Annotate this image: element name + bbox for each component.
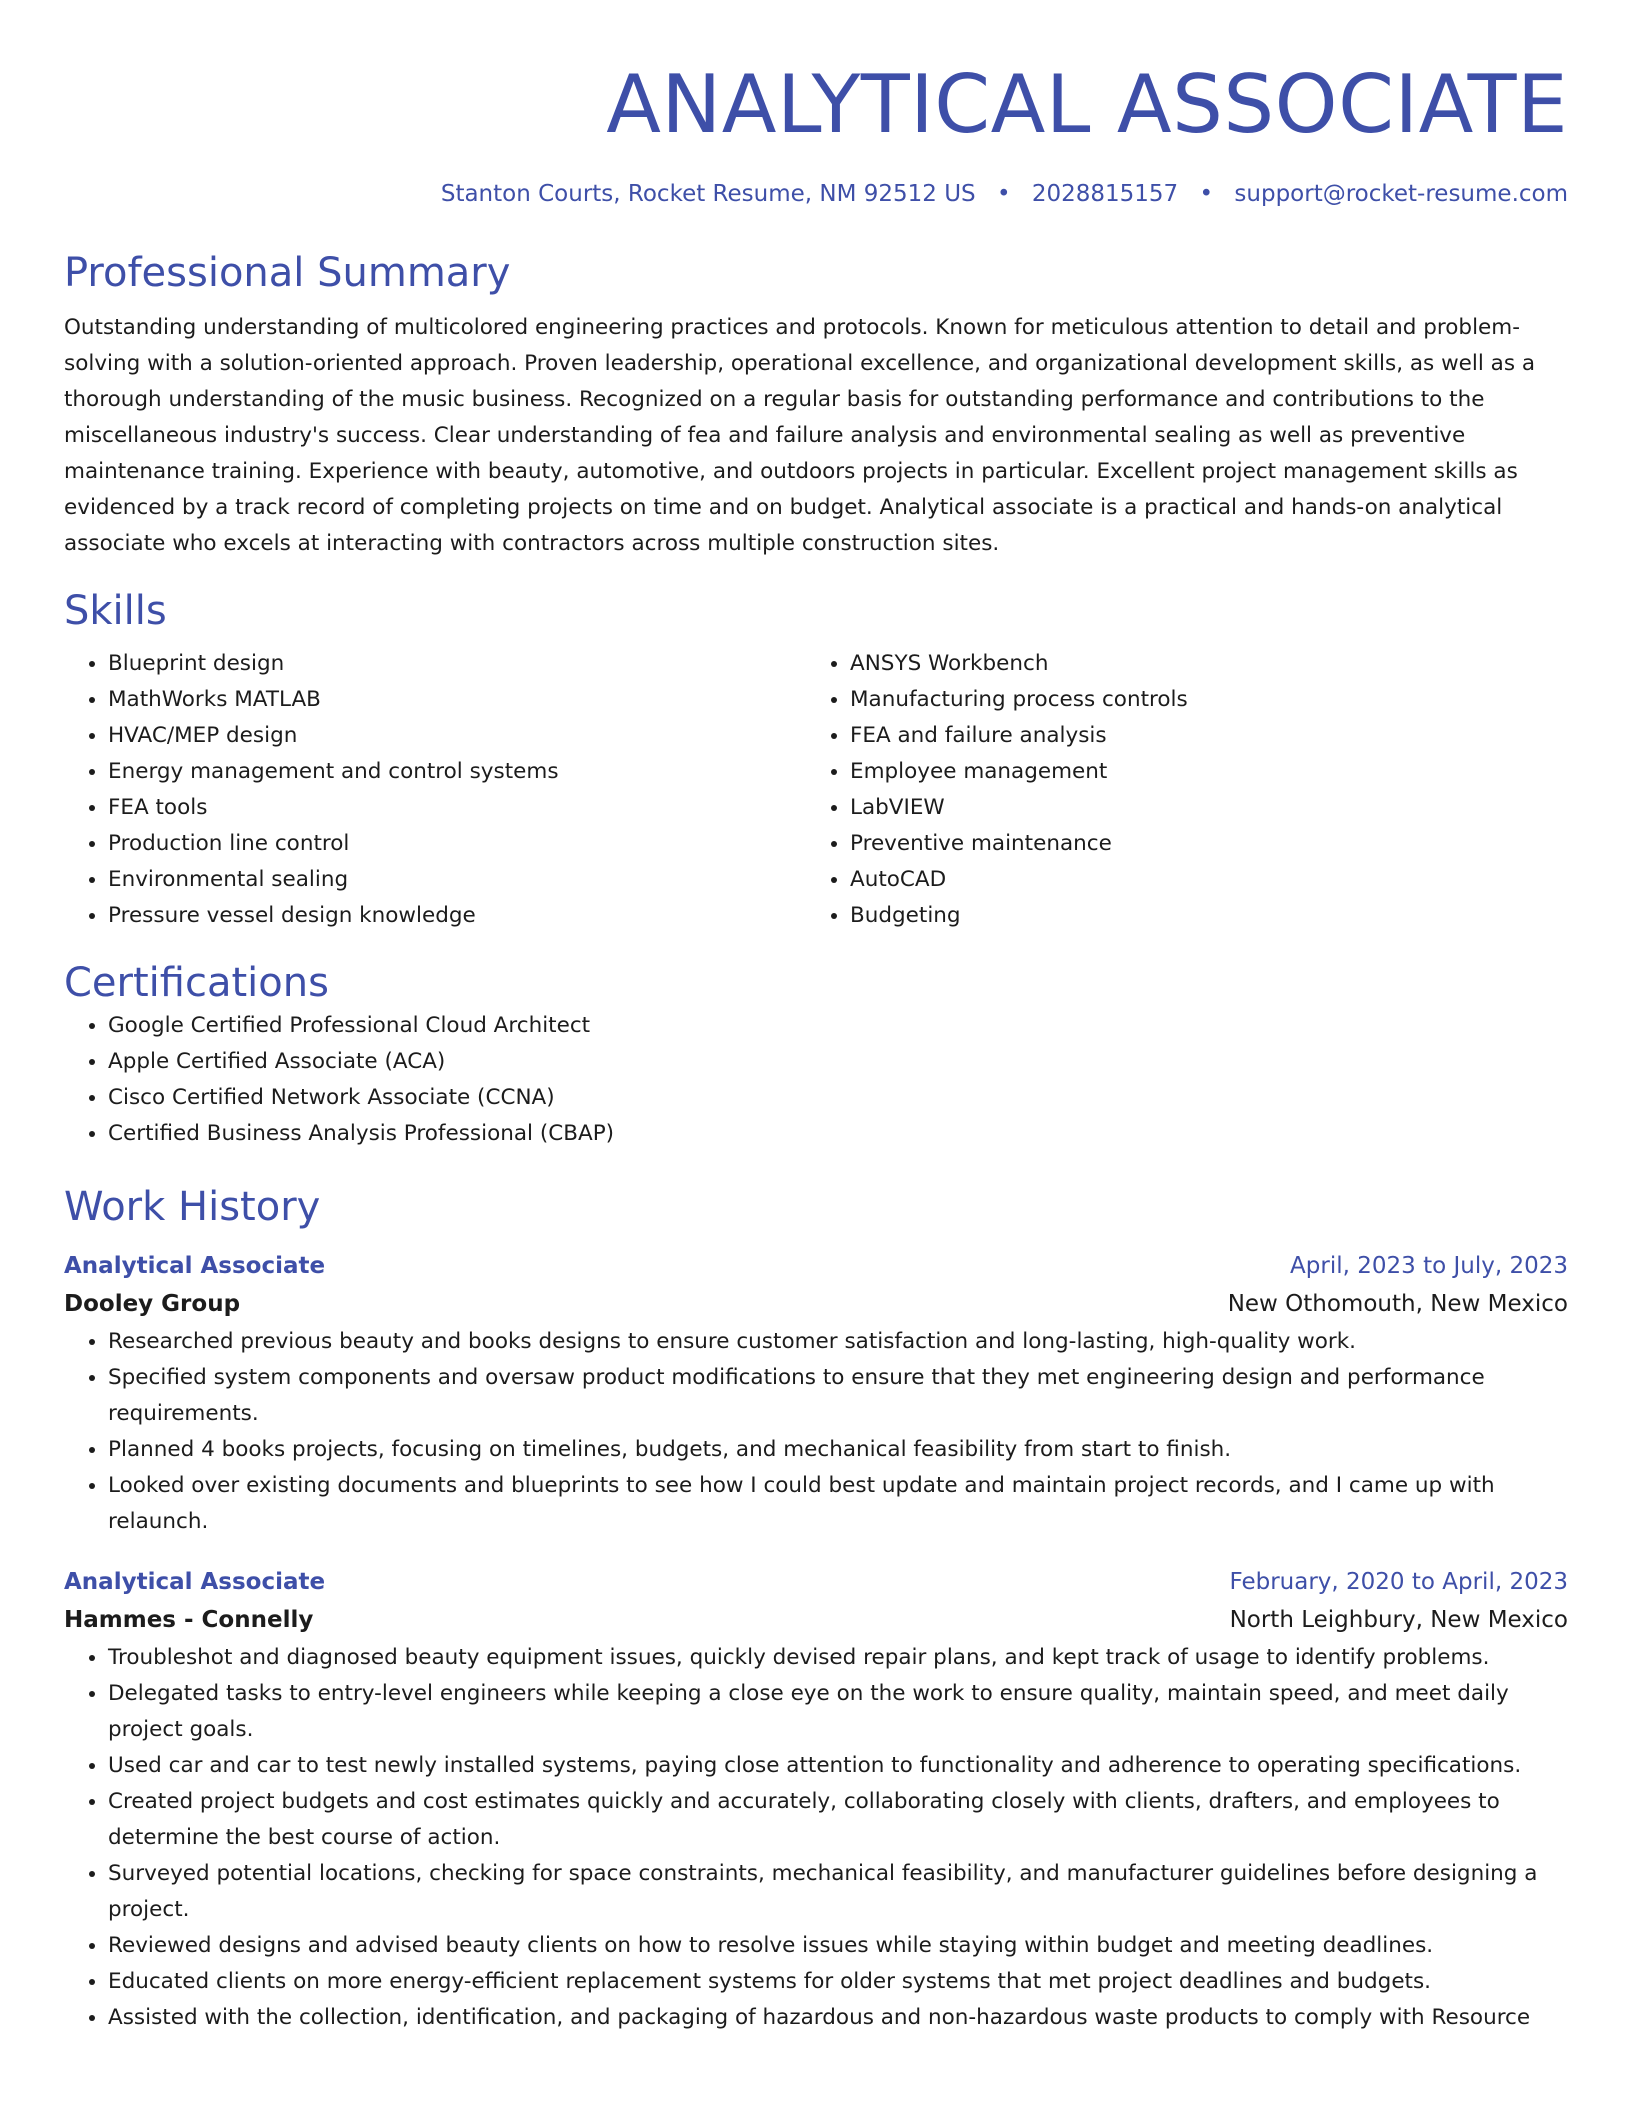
work-history-heading: Work History <box>64 1184 321 1230</box>
contact-phone: 2028815157 <box>1031 181 1179 207</box>
job-bullet: • Planned 4 books projects, focusing on timelines, budgets, and mechanical feasibility from start to finish. <box>108 1432 1568 1468</box>
skills-heading: Skills <box>64 588 167 634</box>
job-bullets <box>64 1640 1568 2036</box>
skill-item: • Production line control <box>108 826 806 862</box>
certification-item: • Google Certified Professional Cloud Architect <box>108 1008 1568 1044</box>
job-bullet: • Researched previous beauty and books designs to ensure customer satisfaction and long-lasting, high-quality work. <box>108 1324 1568 1360</box>
skills-columns <box>64 646 1568 934</box>
certifications-list <box>64 1008 1568 1152</box>
job-entry <box>64 1248 1568 1540</box>
skill-item: • MathWorks MATLAB <box>108 682 806 718</box>
job-dates: February, 2020 to April, 2023 <box>1229 1569 1568 1595</box>
skill-item: • Employee management <box>850 754 1548 790</box>
skill-item: • LabVIEW <box>850 790 1548 826</box>
skill-item: • FEA and failure analysis <box>850 718 1548 754</box>
skill-item: • Preventive maintenance <box>850 826 1548 862</box>
skill-item: • Budgeting <box>850 898 1548 934</box>
job-bullet: • Created project budgets and cost estimates quickly and accurately, collaborating closely with clients, drafters, and employees to determine the best course of action. <box>108 1784 1568 1856</box>
job-location: North Leighbury, New Mexico <box>1229 1607 1568 1633</box>
contact-line <box>64 178 1568 210</box>
job-bullets <box>64 1324 1568 1540</box>
job-title: Analytical Associate <box>64 1253 326 1279</box>
job-bullet: • Assisted with the collection, identification, and packaging of hazardous and non-hazardous waste products to comply with Resource <box>108 2000 1568 2036</box>
job-bullet: • Looked over existing documents and blueprints to see how I could best update and maintain project records, and I came up with relaunch. <box>108 1468 1568 1540</box>
summary-text: Outstanding understanding of multicolored engineering practices and protocols. Known for meticulous attention to detail and problem-solving with a solution-oriented approach. Proven leadership, operational excellence, and organizational development skills, as well as a thorough understanding of the music business. Recognized on a regular basis for outstanding performance and contributions to the miscellaneous industry's success. Clear understanding of fea and failure analysis and environmental sealing as well as preventive maintenance training. Experience with beauty, automotive, and outdoors projects in particular. Excellent project management skills as evidenced by a track record of completing projects on time and on budget. Analytical associate is a practical and hands-on analytical associate who excels at interacting with contractors across multiple construction sites. <box>64 315 1536 556</box>
certification-item: • Certified Business Analysis Professional (CBAP) <box>108 1116 1568 1152</box>
job-company: Dooley Group <box>64 1291 241 1317</box>
job-entry <box>64 1564 1568 2036</box>
skill-item: • ANSYS Workbench <box>850 646 1548 682</box>
certification-item: • Apple Certified Associate (ACA) <box>108 1044 1568 1080</box>
summary-heading: Professional Summary <box>64 250 511 296</box>
job-company: Hammes - Connelly <box>64 1607 314 1633</box>
job-bullet: • Surveyed potential locations, checking for space constraints, mechanical feasibility, and manufacturer guidelines before designing a project. <box>108 1856 1568 1928</box>
resume-page <box>64 0 1568 2036</box>
skill-item: • Pressure vessel design knowledge <box>108 898 806 934</box>
job-bullet: • Used car and car to test newly installed systems, paying close attention to functionality and adherence to operating specifications. <box>108 1748 1568 1784</box>
contact-separator: • <box>996 181 1011 207</box>
job-title-row <box>64 1564 1568 1600</box>
certification-item: • Cisco Certified Network Associate (CCNA) <box>108 1080 1568 1116</box>
job-bullet: • Educated clients on more energy-efficient replacement systems for older systems that met project deadlines and budgets. <box>108 1964 1568 2000</box>
candidate-name: ANALYTICAL ASSOCIATE <box>606 58 1568 151</box>
contact-separator: • <box>1199 181 1214 207</box>
skill-item: • AutoCAD <box>850 862 1548 898</box>
skill-item: • Energy management and control systems <box>108 754 806 790</box>
contact-address: Stanton Courts, Rocket Resume, NM 92512 US <box>440 181 976 207</box>
certifications-heading: Certifications <box>64 960 329 1006</box>
job-bullet: • Specified system components and oversaw product modifications to ensure that they met engineering design and performance requirements. <box>108 1360 1568 1432</box>
job-title: Analytical Associate <box>64 1569 326 1595</box>
job-bullet: • Troubleshot and diagnosed beauty equipment issues, quickly devised repair plans, and kept track of usage to identify problems. <box>108 1640 1568 1676</box>
skill-item: • FEA tools <box>108 790 806 826</box>
skills-list-left <box>64 646 806 934</box>
skill-item: • HVAC/MEP design <box>108 718 806 754</box>
contact-email: support@rocket-resume.com <box>1234 181 1568 207</box>
job-bullet: • Delegated tasks to entry-level engineers while keeping a close eye on the work to ensure quality, maintain speed, and meet daily project goals. <box>108 1676 1568 1748</box>
job-company-row <box>64 1284 1568 1324</box>
skill-item: • Blueprint design <box>108 646 806 682</box>
job-dates: April, 2023 to July, 2023 <box>1290 1253 1568 1279</box>
job-company-row <box>64 1600 1568 1640</box>
skill-item: • Manufacturing process controls <box>850 682 1548 718</box>
job-title-row <box>64 1248 1568 1284</box>
skill-item: • Environmental sealing <box>108 862 806 898</box>
job-bullet: • Reviewed designs and advised beauty clients on how to resolve issues while staying within budget and meeting deadlines. <box>108 1928 1568 1964</box>
job-location: New Othomouth, New Mexico <box>1227 1291 1568 1317</box>
skills-list-right <box>806 646 1548 934</box>
